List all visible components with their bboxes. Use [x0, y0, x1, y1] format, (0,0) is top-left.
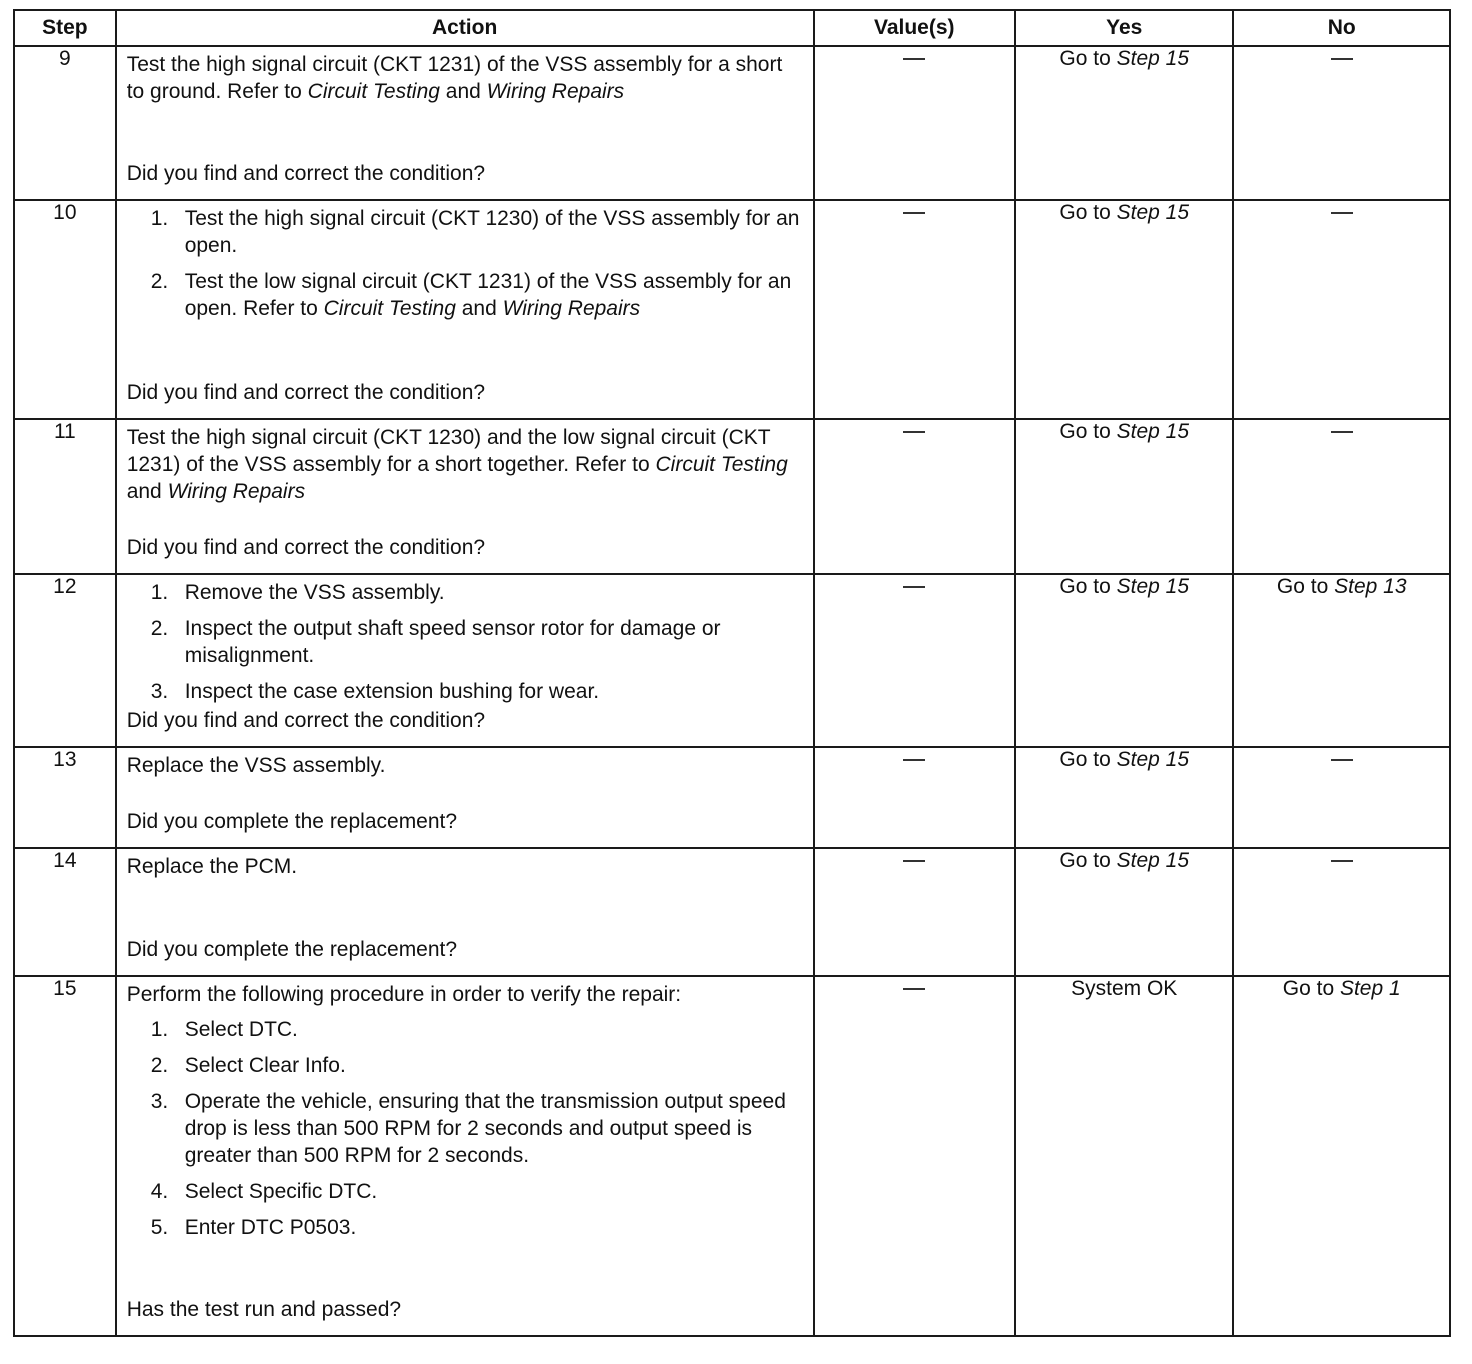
no-cell — [1233, 200, 1450, 419]
action-cell — [116, 574, 814, 747]
action-question: Did you find and correct the condition? — [126, 709, 486, 732]
action-question: Did you find and correct the condition? — [126, 162, 486, 185]
header-value: Value(s) — [814, 10, 1015, 46]
no-cell — [1233, 747, 1450, 848]
wiring-repairs-link[interactable]: Wiring Repairs — [502, 297, 641, 320]
no-result[interactable]: Go to Step 1 — [1282, 977, 1401, 1000]
step-number: 11 — [14, 419, 116, 574]
yes-cell — [1015, 574, 1234, 747]
value-cell — [814, 46, 1015, 200]
no-dash — [1331, 860, 1353, 862]
yes-result[interactable]: Go to Step 15 — [1059, 748, 1190, 771]
wiring-repairs-link[interactable]: Wiring Repairs — [486, 80, 625, 103]
action-text: Replace the VSS assembly. — [126, 754, 386, 777]
table-row — [14, 747, 1450, 848]
step-number: 14 — [14, 848, 116, 976]
action-cell — [116, 747, 814, 848]
no-dash — [1331, 58, 1353, 60]
step-number: 15 — [14, 976, 116, 1336]
action-cell — [116, 200, 814, 419]
step-number: 13 — [14, 747, 116, 848]
yes-result[interactable]: Go to Step 15 — [1059, 849, 1190, 872]
value-cell — [814, 200, 1015, 419]
value-dash — [903, 212, 925, 214]
yes-result[interactable]: System OK — [1071, 977, 1178, 1000]
list-item: 2. Select Clear Info. — [150, 1054, 346, 1077]
table-row — [14, 419, 1450, 574]
yes-cell — [1015, 46, 1234, 200]
value-cell — [814, 574, 1015, 747]
header-row — [14, 10, 1450, 46]
no-dash — [1331, 212, 1353, 214]
action-question: Did you complete the replacement? — [126, 938, 458, 961]
list-item: 3. Inspect the case extension bushing for wear. — [150, 680, 600, 703]
no-result[interactable]: Go to Step 13 — [1276, 575, 1407, 598]
diagnostic-table — [13, 9, 1451, 1337]
list-item: 3. Operate the vehicle, ensuring that the transmission output speed drop is less than 500 RPM for 2 seconds and output speed is greater than 500 RPM for 2 seconds. — [150, 1090, 786, 1167]
no-dash — [1331, 759, 1353, 761]
wiring-repairs-link[interactable]: Wiring Repairs — [167, 480, 306, 503]
action-cell — [116, 976, 814, 1336]
value-dash — [903, 431, 925, 433]
value-dash — [903, 759, 925, 761]
table-row — [14, 848, 1450, 976]
list-item: 5. Enter DTC P0503. — [150, 1216, 357, 1239]
yes-result[interactable]: Go to Step 15 — [1059, 201, 1190, 224]
list-item: 2. Test the low signal circuit (CKT 1231) of the VSS assembly for an open. Refer to Circuit Testing and Wiring Repairs — [150, 270, 792, 320]
yes-result[interactable]: Go to Step 15 — [1059, 47, 1190, 70]
no-cell — [1233, 574, 1450, 747]
value-cell — [814, 747, 1015, 848]
table-row — [14, 46, 1450, 200]
no-cell — [1233, 46, 1450, 200]
value-dash — [903, 58, 925, 60]
list-item: 1. Test the high signal circuit (CKT 1230) of the VSS assembly for an open. — [150, 207, 800, 257]
circuit-testing-link[interactable]: Circuit Testing — [307, 80, 440, 103]
action-question: Did you find and correct the condition? — [126, 536, 486, 559]
table-row — [14, 200, 1450, 419]
action-cell — [116, 46, 814, 200]
action-text: Test the high signal circuit (CKT 1230) and the low signal circuit (CKT 1231) of the VSS assembly for a short together. Refer to Circuit Testing and Wiring Repairs — [126, 426, 788, 503]
circuit-testing-link[interactable]: Circuit Testing — [655, 453, 788, 476]
list-item: 2. Inspect the output shaft speed sensor rotor for damage or misalignment. — [150, 617, 721, 667]
value-cell — [814, 419, 1015, 574]
yes-cell — [1015, 848, 1234, 976]
action-question: Did you complete the replacement? — [126, 810, 458, 833]
value-cell — [814, 848, 1015, 976]
value-dash — [903, 860, 925, 862]
circuit-testing-link[interactable]: Circuit Testing — [323, 297, 456, 320]
action-intro: Perform the following procedure in order to verify the repair: — [126, 983, 682, 1006]
action-cell — [116, 848, 814, 976]
yes-cell — [1015, 419, 1234, 574]
table-row — [14, 976, 1450, 1336]
step-number: 9 — [14, 46, 116, 200]
action-list — [127, 579, 803, 705]
yes-cell — [1015, 747, 1234, 848]
action-list — [127, 1016, 803, 1241]
no-cell — [1233, 976, 1450, 1336]
yes-result[interactable]: Go to Step 15 — [1059, 575, 1190, 598]
list-item: 4. Select Specific DTC. — [150, 1180, 378, 1203]
step-number: 12 — [14, 574, 116, 747]
value-dash — [903, 988, 925, 990]
step-number: 10 — [14, 200, 116, 419]
action-cell — [116, 419, 814, 574]
list-item: 1. Remove the VSS assembly. — [150, 581, 445, 604]
value-dash — [903, 586, 925, 588]
action-question: Has the test run and passed? — [126, 1298, 402, 1321]
yes-result[interactable]: Go to Step 15 — [1059, 420, 1190, 443]
yes-cell — [1015, 976, 1234, 1336]
action-question: Did you find and correct the condition? — [126, 381, 486, 404]
list-item: 1. Select DTC. — [150, 1018, 298, 1041]
header-step: Step — [14, 10, 116, 46]
value-cell — [814, 976, 1015, 1336]
no-cell — [1233, 419, 1450, 574]
header-action: Action — [116, 10, 814, 46]
no-dash — [1331, 431, 1353, 433]
table-row — [14, 574, 1450, 747]
header-no: No — [1233, 10, 1450, 46]
action-text: Replace the PCM. — [126, 855, 298, 878]
header-yes: Yes — [1015, 10, 1234, 46]
yes-cell — [1015, 200, 1234, 419]
action-text: Test the high signal circuit (CKT 1231) of the VSS assembly for a short to ground. Refer to Circuit Testing and Wiring Repairs — [126, 53, 783, 103]
no-cell — [1233, 848, 1450, 976]
action-list — [127, 205, 803, 331]
